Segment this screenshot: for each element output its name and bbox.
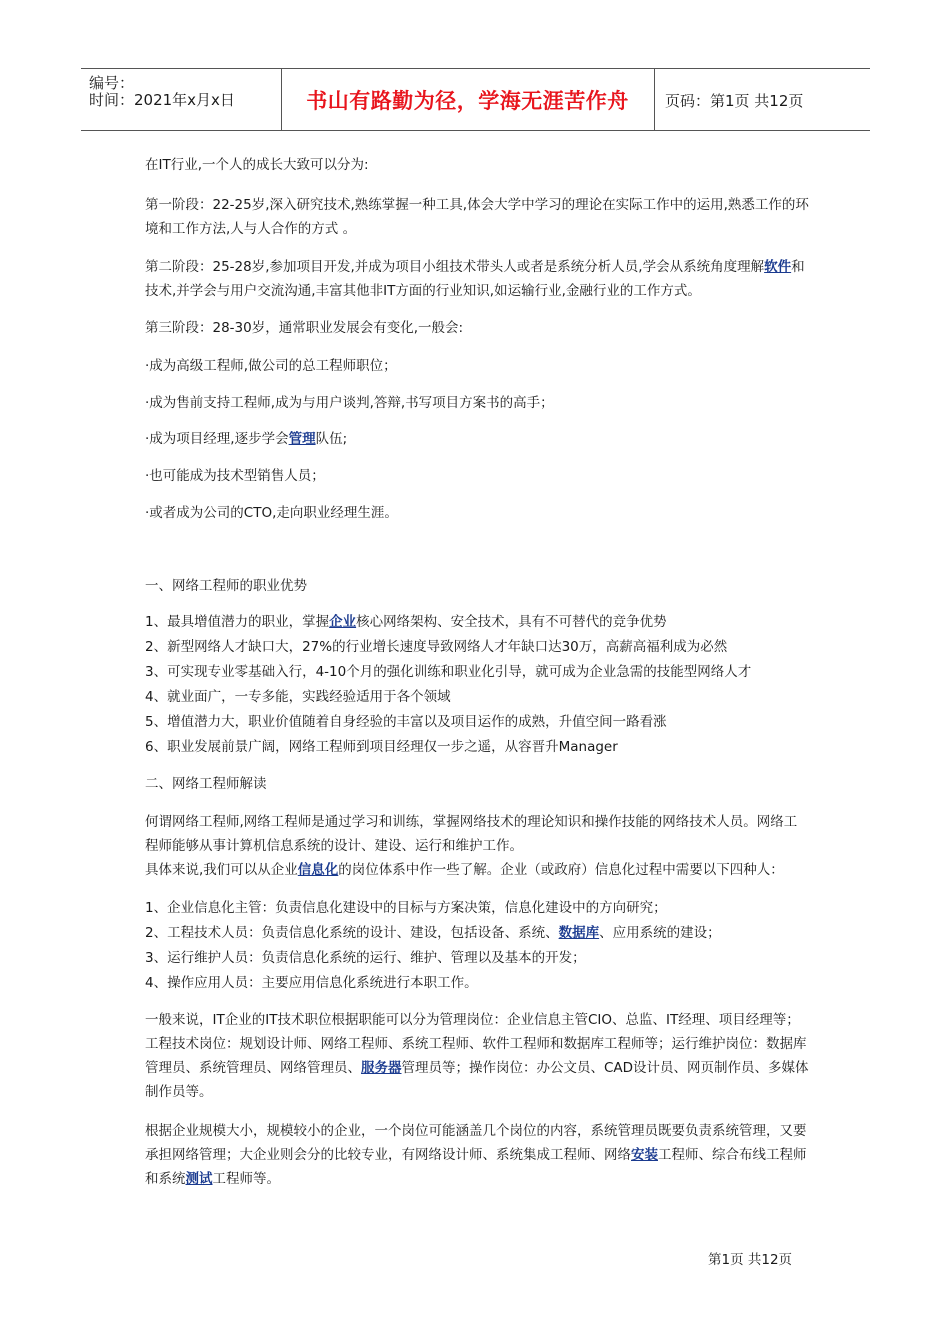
role-text: 2、工程技术人员：负责信息化系统的设计、建设，包括设备、系统、: [145, 925, 559, 941]
general-text: 一般来说，IT企业的IT技术职位根据职能可以分为管理岗位：企业信息主管CIO、总监、IT经理、项目经理等；工程技术岗位：规划设计师、网络工程师、系统工程师、软件工程师和数据库工程师等；运行维护岗位：数据库管理员、系统管理员、网络管理员、: [145, 1012, 807, 1076]
informatization-link[interactable]: 信息化: [297, 862, 339, 878]
stage2-paragraph: [145, 255, 810, 303]
installation-link[interactable]: 安装: [631, 1147, 658, 1163]
header-page-info: 页码：第1页 共12页: [665, 92, 804, 110]
bullet-text: 队伍;: [315, 431, 348, 447]
role-item: [145, 921, 810, 945]
bullet-item: ·成为高级工程师,做公司的总工程师职位；: [145, 358, 397, 374]
bullet-item: ·成为售前支持工程师,成为与用户谈判,答辩,书写项目方案书的高手；: [145, 395, 554, 411]
server-link[interactable]: 服务器: [361, 1060, 402, 1076]
bullet-item: [145, 427, 810, 451]
software-link[interactable]: 软件: [764, 259, 792, 275]
stage1-paragraph: 第一阶段：22-25岁,深入研究技术,熟练掌握一种工具,体会大学中学习的理论在实际工作中的运用,熟悉工作的环境和工作方法,人与人合作的方式 。: [145, 197, 809, 237]
database-link[interactable]: 数据库: [558, 925, 600, 941]
role-text: 、应用系统的建设；: [599, 925, 721, 941]
management-link[interactable]: 管理: [288, 431, 316, 447]
specifics-text: 具体来说,我们可以从企业: [145, 862, 298, 878]
serial-label: 编号：: [89, 74, 135, 92]
advantage-item: [145, 610, 810, 634]
advantage-text: 核心网络架构、安全技术，具有不可替代的竞争优势: [356, 614, 667, 630]
stage3-paragraph: 第三阶段：28-30岁，通常职业发展会有变化,一般会:: [145, 320, 464, 336]
header-motto: 书山有路勤为径，学海无涯苦作舟: [306, 88, 629, 113]
specifics-paragraph: [145, 858, 810, 882]
advantage-item: 2、新型网络人才缺口大，27%的行业增长速度导致网络人才年缺口达30万，高薪高福利成为必然: [145, 639, 728, 655]
header-divider: [654, 69, 655, 130]
scale-text: 工程师、综合布线工程师和系统: [145, 1147, 807, 1187]
stage2-text: 第二阶段：25-28岁,参加项目开发,并成为项目小组技术带头人或者是系统分析人员,学会从系统角度理解: [145, 259, 765, 275]
testing-link[interactable]: 测试: [185, 1171, 213, 1187]
general-paragraph: [145, 1008, 810, 1104]
role-item: 4、操作应用人员：主要应用信息化系统进行本职工作。: [145, 975, 478, 991]
section-heading: 二、网络工程师解读: [145, 776, 267, 792]
header-meta: [81, 69, 281, 130]
bullet-text: ·成为项目经理,逐步学会: [145, 431, 289, 447]
bullet-item: ·也可能成为技术型销售人员；: [145, 468, 325, 484]
advantage-item: 5、增值潜力大，职业价值随着自身经验的丰富以及项目运作的成熟，升值空间一路看涨: [145, 714, 667, 730]
section-heading: 一、网络工程师的职业优势: [145, 578, 307, 594]
role-item: 1、企业信息化主管：负责信息化建设中的目标与方案决策，信息化建设中的方向研究；: [145, 900, 667, 916]
general-text: 管理员等；操作岗位：办公文员、CAD设计员、网页制作员、多媒体制作员等。: [145, 1060, 809, 1100]
intro-paragraph: 在IT行业,一个人的成长大致可以分为:: [145, 157, 369, 173]
page-header: [81, 68, 870, 131]
advantage-item: 6、职业发展前景广阔，网络工程师到项目经理仅一步之遥，从容晋升Manager: [145, 739, 618, 755]
role-item: 3、运行维护人员：负责信息化系统的运行、维护、管理以及基本的开发；: [145, 950, 586, 966]
advantage-item: 4、就业面广，一专多能，实践经验适用于各个领域: [145, 689, 451, 705]
scale-text: 根据企业规模大小，规模较小的企业，一个岗位可能涵盖几个岗位的内容，系统管理员既要负责系统管理，又要承担网络管理；大企业则会分的比较专业，有网络设计师、系统集成工程师、网络: [145, 1123, 807, 1163]
stage2-text: 和技术,并学会与用户交流沟通,丰富其他非IT方面的行业知识,如运输行业,金融行业的工作方式。: [145, 259, 805, 299]
scale-paragraph: [145, 1119, 810, 1191]
scale-text: 工程师等。: [212, 1171, 280, 1187]
page-footer: 第1页 共12页: [708, 1252, 793, 1268]
bullet-item: ·或者成为公司的CTO,走向职业经理生涯。: [145, 505, 398, 521]
advantage-item: 3、可实现专业零基础入行，4-10个月的强化训练和职业化引导，就可成为企业急需的技能型网络人才: [145, 664, 752, 680]
date-label: 时间：2021年x月x日: [89, 91, 235, 109]
specifics-text: 的岗位体系中作一些了解。企业（或政府）信息化过程中需要以下四种人：: [338, 862, 784, 878]
definition-paragraph: 何谓网络工程师,网络工程师是通过学习和训练，掌握网络技术的理论知识和操作技能的网络技术人员。网络工程师能够从事计算机信息系统的设计、建设、运行和维护工作。: [145, 814, 798, 854]
enterprise-link[interactable]: 企业: [329, 614, 357, 630]
advantage-text: 1、最具增值潜力的职业，掌握: [145, 614, 330, 630]
